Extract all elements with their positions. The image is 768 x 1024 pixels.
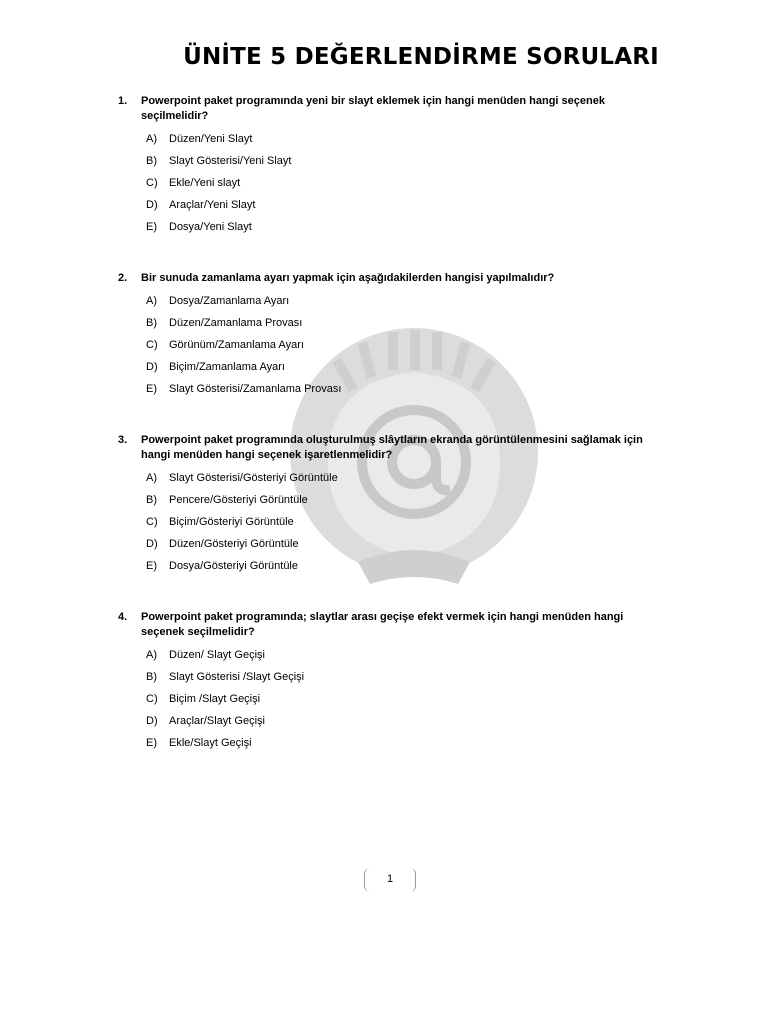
answer-option-a: A) Düzen/ Slayt Geçişi [146,649,265,661]
answer-option-e: E) Slayt Gösterisi/Zamanlama Provası [146,383,342,395]
answer-option-c: C) Ekle/Yeni slayt [146,177,241,189]
question-1 [118,94,646,242]
question-number: 2. [118,272,128,284]
answer-option-b: B) Düzen/Zamanlama Provası [146,317,303,329]
answer-option-c: C) Görünüm/Zamanlama Ayarı [146,339,304,351]
question-text: Powerpoint paket programında oluşturulmuş slâytların ekranda görüntülenmesini sağlamak için hangi menüden hangi seçenek işaretlenmelidir? [141,434,643,461]
answer-option-e: E) Ekle/Slayt Geçişi [146,737,252,749]
answer-option-c: C) Biçim/Gösteriyi Görüntüle [146,516,294,528]
question-number: 1. [118,95,128,107]
answer-option-a: A) Slayt Gösterisi/Gösteriyi Görüntüle [146,472,338,484]
answer-option-d: D) Araçlar/Yeni Slayt [146,199,256,211]
answer-option-d: D) Düzen/Gösteriyi Görüntüle [146,538,299,550]
answer-option-b: B) Pencere/Gösteriyi Görüntüle [146,494,308,506]
question-4 [118,610,646,758]
answer-option-e: E) Dosya/Gösteriyi Görüntüle [146,560,298,572]
question-text: Bir sunuda zamanlama ayarı yapmak için aşağıdakilerden hangisi yapılmalıdır? [141,272,555,284]
answer-option-b: B) Slayt Gösterisi /Slayt Geçişi [146,671,305,683]
question-text: Powerpoint paket programında; slaytlar arası geçişe efekt vermek için hangi menüden hangi seçenek seçilmelidir? [141,611,624,638]
answer-option-a: A) Düzen/Yeni Slayt [146,133,253,145]
question-text: Powerpoint paket programında yeni bir slayt eklemek için hangi menüden hangi seçenek seçilmelidir? [141,95,605,122]
page-title: ÜNİTE 5 DEĞERLENDİRME SORULARI [183,44,659,70]
question-number: 3. [118,434,128,446]
question-3 [118,433,646,581]
answer-option-d: D) Araçlar/Slayt Geçişi [146,715,265,727]
page-number: 1 [364,868,416,892]
answer-option-e: E) Dosya/Yeni Slayt [146,221,252,233]
answer-option-c: C) Biçim /Slayt Geçişi [146,693,261,705]
answer-option-a: A) Dosya/Zamanlama Ayarı [146,295,290,307]
question-number: 4. [118,611,128,623]
answer-option-d: D) Biçim/Zamanlama Ayarı [146,361,285,373]
answer-option-b: B) Slayt Gösterisi/Yeni Slayt [146,155,292,167]
question-2 [118,271,646,404]
